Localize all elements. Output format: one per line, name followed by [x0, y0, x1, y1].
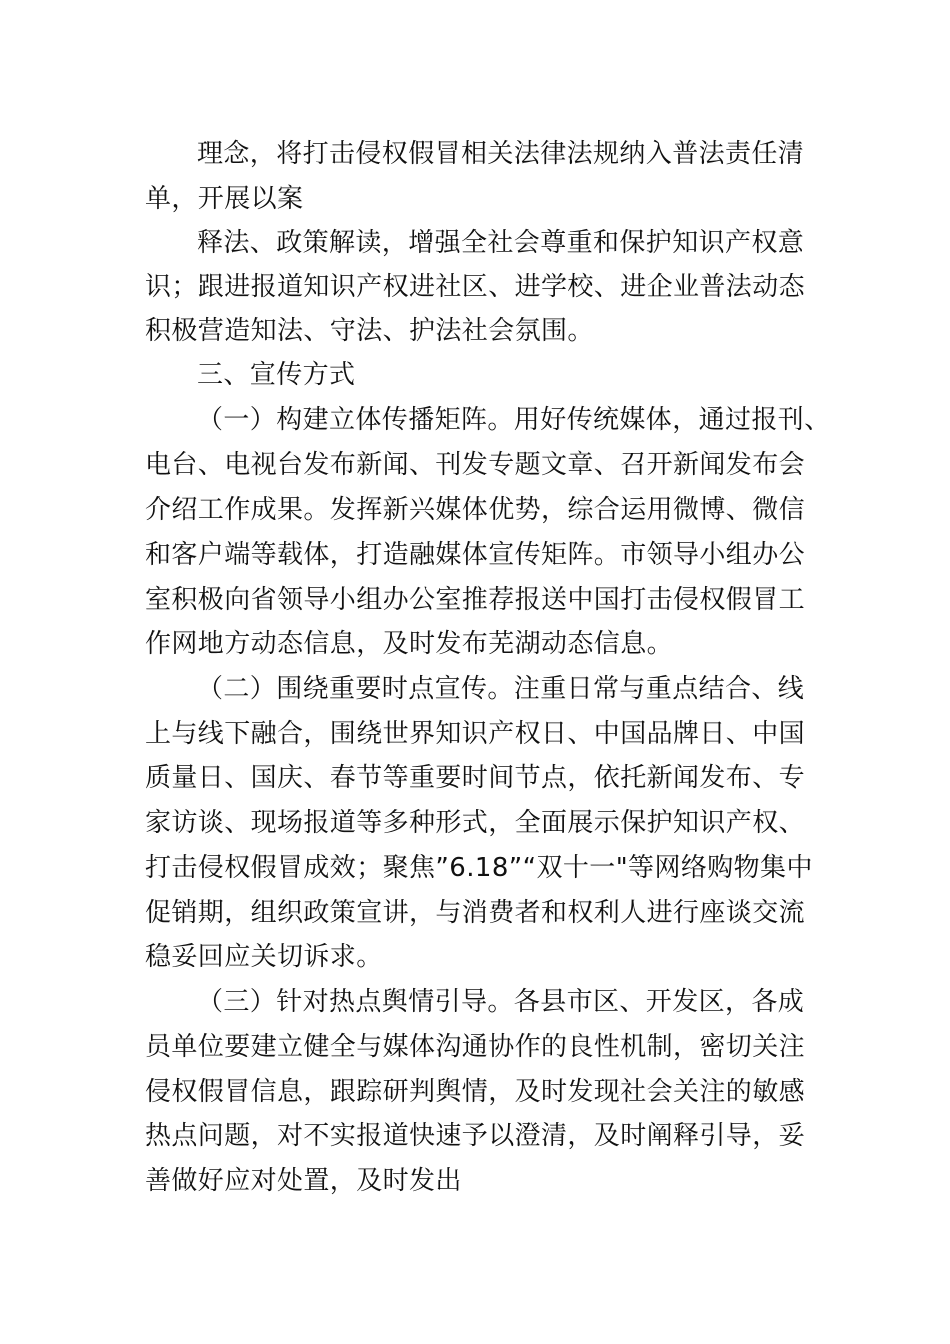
- text-line: 促销期，组织政策宣讲，与消费者和权利人进行座谈交流: [145, 898, 806, 928]
- section-heading: 三、宣传方式: [197, 360, 356, 390]
- text-line: 热点问题，对不实报道快速予以澄清，及时阐释引导，妥: [145, 1121, 806, 1151]
- text-line: 作网地方动态信息，及时发布芜湖动态信息。: [145, 629, 674, 659]
- text-line: 稳妥回应关切诉求。: [145, 942, 383, 972]
- text-line: 上与线下融合，围绕世界知识产权日、中国品牌日、中国: [145, 719, 806, 749]
- text-line: 质量日、国庆、春节等重要时间节点，依托新闻发布、专: [145, 763, 806, 793]
- text-line: （二）围绕重要时点宣传。注重日常与重点结合、线: [197, 674, 805, 704]
- text-line: 和客户端等载体，打造融媒体宣传矩阵。市领导小组办公: [145, 540, 806, 570]
- text-line: 善做好应对处置，及时发出: [145, 1166, 462, 1196]
- text-line: 室积极向省领导小组办公室推荐报送中国打击侵权假冒工: [145, 585, 806, 615]
- text-line: 电台、电视台发布新闻、刊发专题文章、召开新闻发布会: [145, 450, 806, 480]
- text-line: 识；跟进报道知识产权进社区、进学校、进企业普法动态: [145, 272, 806, 302]
- text-line: 介绍工作成果。发挥新兴媒体优势，综合运用微博、微信: [145, 495, 806, 525]
- text-line: 员单位要建立健全与媒体沟通协作的良性机制，密切关注: [145, 1032, 806, 1062]
- text-line: 理念，将打击侵权假冒相关法律法规纳入普法责任清: [197, 139, 805, 169]
- text-line: 单，开展以案: [145, 184, 304, 214]
- text-line: （一）构建立体传播矩阵。用好传统媒体，通过报刊、: [197, 405, 831, 435]
- text-line: 侵权假冒信息，跟踪研判舆情，及时发现社会关注的敏感: [145, 1077, 806, 1107]
- text-line: 打击侵权假冒成效；聚焦”6.18”“双十一"等网络购物集中: [145, 853, 813, 883]
- text-line: 释法、政策解读，增强全社会尊重和保护知识产权意: [197, 228, 805, 258]
- text-line: 积极营造知法、守法、护法社会氛围。: [145, 316, 594, 346]
- text-line: （三）针对热点舆情引导。各县市区、开发区，各成: [197, 987, 805, 1017]
- text-line: 家访谈、现场报道等多种形式，全面展示保护知识产权、: [145, 808, 806, 838]
